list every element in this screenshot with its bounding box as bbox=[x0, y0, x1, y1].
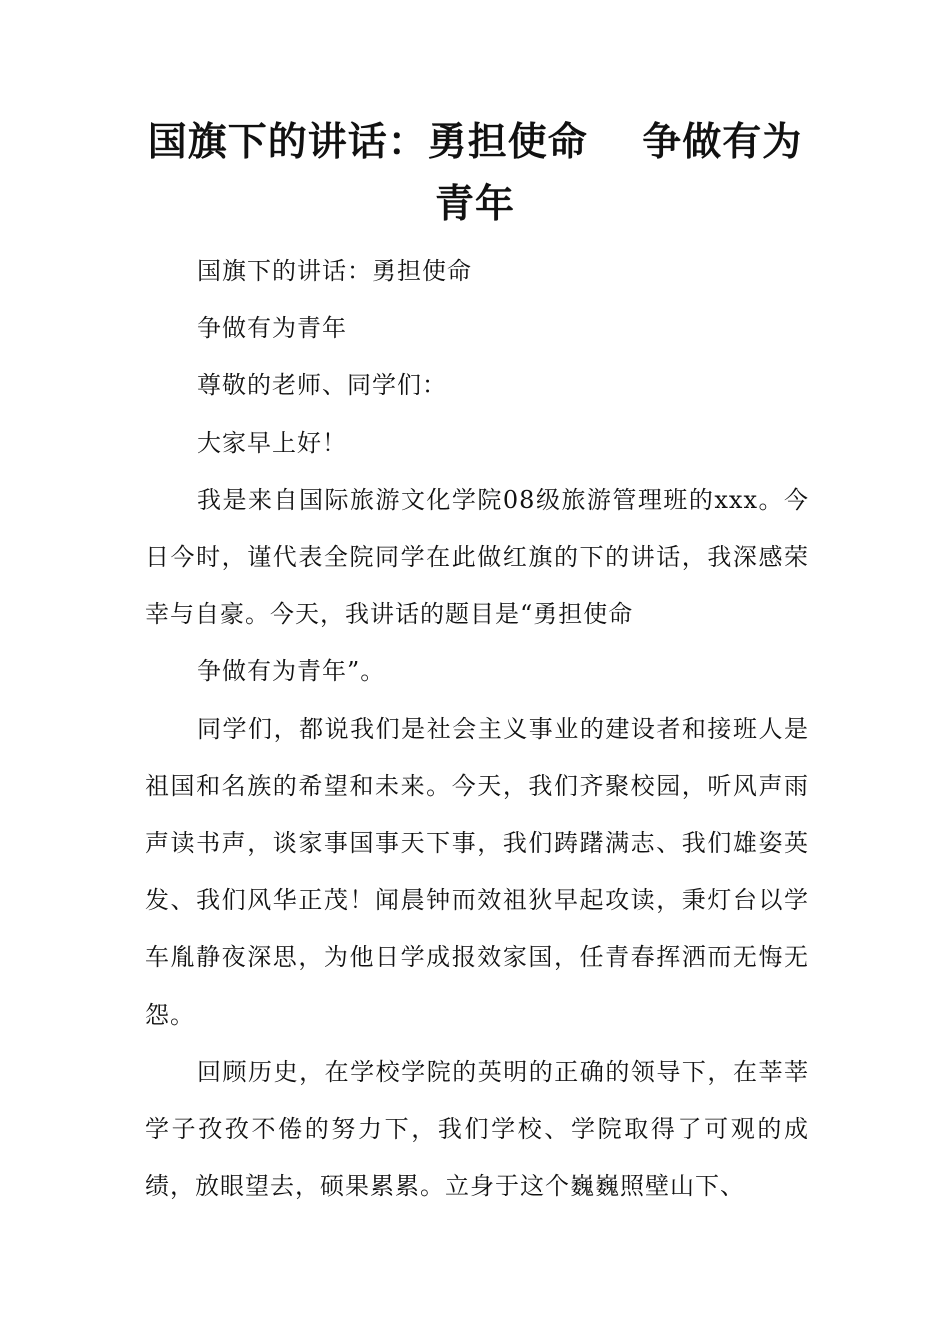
paragraph-topic-end: 争做有为青年”。 bbox=[197, 657, 386, 686]
paragraph-subtitle-1: 国旗下的讲话：勇担使命 bbox=[197, 257, 472, 285]
paragraph-students: 同学们，都说我们是社会主义事业的建设者和接班人是祖国和名族的希望和未来。今天，我们齐聚校园，听风声雨声读书声，谈家事国事天下事，我们踌躇满志、我们雄姿英发、我们风华正茂！闻晨钟而效祖狄早起攻读，秉灯台以学车胤静夜深思，为他日学成报效家国，任青春挥洒而无悔无怨。 bbox=[145, 714, 809, 1029]
paragraph-salutation: 尊敬的老师、同学们： bbox=[197, 371, 447, 400]
paragraph-subtitle-2: 争做有为青年 bbox=[197, 314, 347, 343]
document-title: 国旗下的讲话：勇担使命 争做有为青年 bbox=[147, 120, 803, 227]
paragraph-history: 回顾历史，在学校学院的英明的正确的领导下，在莘莘学子孜孜不倦的努力下，我们学校、学院取得了可观的成绩，放眼望去，硕果累累。立身于这个巍巍照壁山下、 bbox=[145, 1057, 809, 1201]
paragraph-introduction: 我是来自国际旅游文化学院08级旅游管理班的xxx。今日今时，谨代表全院同学在此做红旗的下的讲话，我深感荣幸与自豪。今天，我讲话的题目是“勇担使命 bbox=[145, 485, 809, 629]
paragraph-greeting: 大家早上好！ bbox=[197, 428, 347, 457]
document-body bbox=[145, 243, 809, 1215]
